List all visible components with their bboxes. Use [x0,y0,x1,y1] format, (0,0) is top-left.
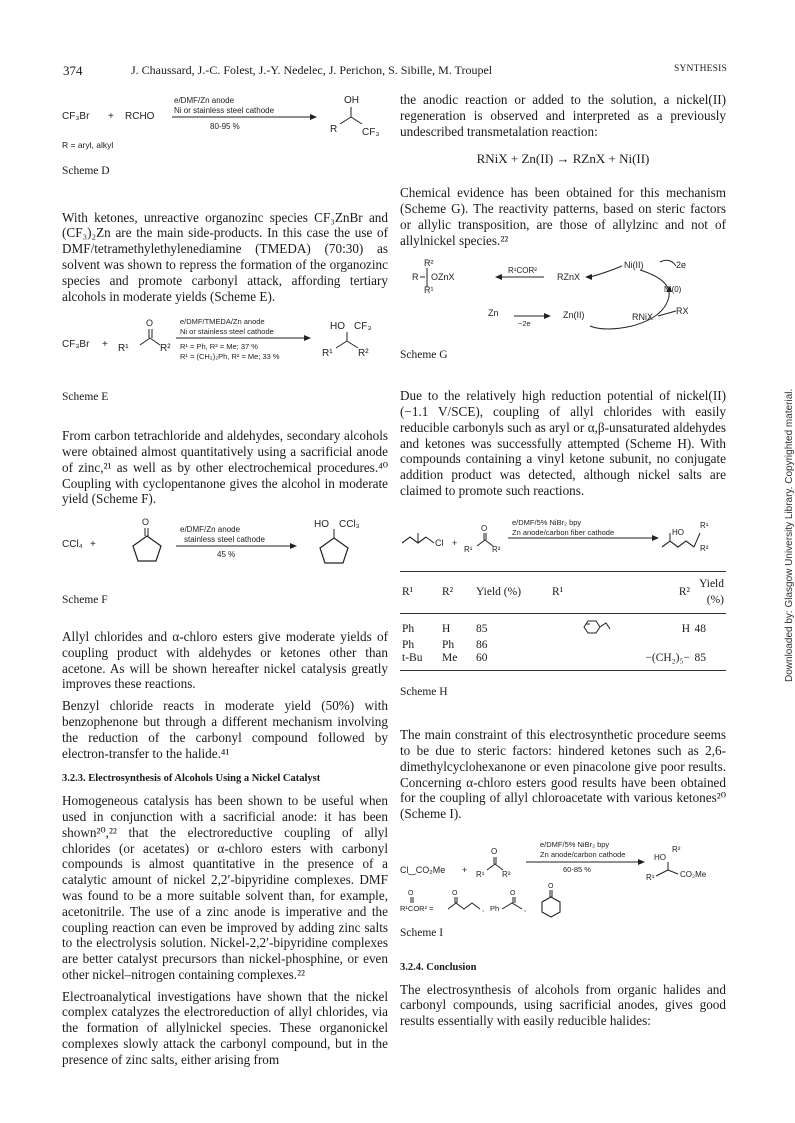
table-cell: 86 [476,639,488,652]
scheme-g-r1cor2: R¹COR² [508,266,537,276]
scheme-g-zn2: Zn(II) [563,310,585,321]
right-paragraph-5: The electrosynthesis of alcohols from organic halides and carbonyl compounds, using sacrificial anodes, gives good results essentially with easily reducible halides: [400,981,726,1029]
svg-text:HO: HO [330,321,345,333]
scheme-e-reactant: CF₃Br [62,339,90,351]
scheme-i [400,840,726,928]
table-row [400,614,726,640]
scheme-d-reactant1: CF₃Br [62,111,90,122]
table-cell: Ph [402,639,415,652]
table-cell: 85 [476,622,488,635]
scheme-e-cond4: R¹ = (CH₂)₂Ph, R² = Me; 33 % [180,352,280,362]
left-paragraph-1: With ketones, unreactive organozinc species CF₃ZnBr and (CF₃)₂Zn are the main side-products. In this case the use of DMF/tetramethylethylenediamine (TMEDA) (70:30) as solvent was shown to repress the formation of the organozinc species and promote carbonyl attack, affording tertiary alcohols in moderate yields (Scheme E). [62,209,388,304]
scheme-g-zn: Zn [488,308,499,319]
scheme-h-ho: HO [672,527,684,537]
svg-text:O: O [510,889,516,897]
svg-text:R¹: R¹ [700,520,709,530]
table-header: R² [440,571,474,614]
table-cell: H [681,622,690,635]
svg-text:O: O [548,882,554,890]
scheme-h-yield-table [400,571,726,672]
svg-text:R²: R² [502,869,511,879]
scheme-i-reactant: Cl‿CO₂Me [400,864,446,875]
svg-text:R²: R² [358,348,369,360]
scheme-g-label: Scheme G [400,349,448,362]
scheme-g-ni2: Ni(II) [624,260,644,271]
left-paragraph-2: From carbon tetrachloride and aldehydes, secondary alcohols were obtained almost quantitatively using a sacrificial anode of zinc,²¹ as well as by other electrochemical procedures.⁴⁰ Coupling with cyclopentanone gives the alcohol in moderate yield (Scheme F). [62,428,388,507]
right-column [400,92,726,1035]
running-authors: J. Chaussard, J.-C. Folest, J.-Y. Nedelec, J. Perichon, S. Sibille, M. Troupel [131,63,493,77]
table-cell: Ph [402,622,415,635]
scheme-h-cond1: e/DMF/5% NiBr₂ bpy [512,517,582,527]
scheme-f-yield: 45 % [217,550,236,560]
scheme-d-label: Scheme D [62,164,110,177]
svg-text:R²: R² [492,544,501,554]
table-cell: Ph [442,639,455,652]
left-paragraph-3: Allyl chlorides and α-chloro esters give moderate yields of coupling product with aldehydes or ketones other than acetone. As will be shown hereafter nickel catalysis greatly improves these reactions. [62,628,388,692]
table-cell [654,639,692,652]
scheme-d-plus: + [108,111,114,122]
right-paragraph-1: the anodic reaction or added to the solution, a nickel(II) regeneration is observed and interpreted as a previously undescribed transmetalation reaction: [400,92,726,139]
scheme-g-rznx: RZnX [557,272,581,283]
scheme-h-label: Scheme H [400,686,448,699]
table-cell: 60 [474,652,550,671]
scheme-h-plus: + [452,537,458,548]
svg-text:R¹: R¹ [322,348,333,360]
svg-text:OZnX: OZnX [431,272,455,283]
scheme-f-cond2: stainless steel cathode [184,535,265,545]
svg-text:R²: R² [700,543,709,553]
scheme-i-plus: + [462,864,468,875]
page-header [63,63,727,83]
svg-text:O: O [142,517,150,528]
table-cell [550,614,654,640]
scheme-d [62,92,388,142]
svg-text:R: R [330,124,338,135]
svg-text:CF₃: CF₃ [362,127,380,138]
table-row [400,652,726,671]
svg-text:O: O [408,889,414,897]
right-paragraph-3: Due to the relatively high reduction potential of nickel(II) (−1.1 V/SCE), coupling of allyl chlorides with easily reducible carbonyls such as aryl or α,β-unsaturated aldehydes and ketones was successfully attempted (Scheme H). With compounds containing a vinyl ketone subunit, no conjugate addition product was detected, although nickel salts are claimed to promote such reactions. [400,388,726,498]
scheme-i-cond1: e/DMF/5% NiBr₂ bpy [540,839,610,849]
scheme-g-r2: R² [424,258,434,269]
scheme-g-rx: RX [676,306,689,317]
svg-text:R²: R² [672,844,681,854]
scheme-e-label: Scheme E [62,391,109,404]
scheme-h-cond2: Zn anode/carbon fiber cathode [512,527,615,537]
left-paragraph-6: Electroanalytical investigations have shown that the nickel complex catalyzes the electroreduction of allyl chlorides, via the formation of allylnickel species. These organonickel complexes slowly attack the carbonyl compound, but in the presence of zinc salts, either arising from [62,988,388,1067]
table-header: R² [654,571,692,614]
page-number: 374 [63,63,83,78]
scheme-d-r-def: R = aryl, alkyl [62,140,114,150]
scheme-g [400,256,726,348]
svg-text:O: O [146,318,154,329]
svg-text:R¹: R¹ [476,869,485,879]
table-header-row [400,571,726,614]
download-notice-text: Downloaded by: Glasgow University Library. Copyrighted material. [784,388,795,682]
scheme-f-label: Scheme F [62,594,108,607]
table-header: Yield (%) [692,571,726,614]
scheme-f [62,513,388,583]
table-cell: −(CH₂)₅− [550,652,692,671]
table-cell: H [442,622,451,635]
scheme-g-minus2e: −2e [518,319,531,329]
scheme-i-yield: 60-85 % [563,864,591,874]
cyclopentanone-ring [133,536,161,561]
svg-text:CCl₃: CCl₃ [339,519,360,531]
scheme-e-cond1: e/DMF/TMEDA/Zn anode [180,317,265,327]
scheme-i-product-end: CO₂Me [680,869,707,879]
scheme-h [400,513,726,565]
svg-text:OH: OH [344,95,359,106]
scheme-e-cond2: Ni or stainless steel cathode [180,327,274,337]
left-paragraph-4: Benzyl chloride reacts in moderate yield (50%) with benzophenone but through a different mechanism involving the reduction of the carbonyl compound followed by electron-transfer to the halide.⁴¹ [62,698,388,761]
table-cell [692,639,726,652]
svg-text:R: R [412,272,419,283]
scheme-e-cond3: R¹ = Ph, R² = Me; 37 % [180,342,258,352]
svg-text:R¹: R¹ [646,872,655,882]
svg-text:CF₃: CF₃ [354,321,372,333]
table-header: R¹ [400,571,440,614]
scheme-i-ph: Ph [490,903,500,913]
svg-text:O: O [491,846,498,856]
table-cell: 48 [694,622,706,635]
section-heading-3-2-3: 3.2.3. Electrosynthesis of Alcohols Using a Nickel Catalyst [62,773,321,785]
svg-text:,: , [524,903,527,913]
scheme-g-r1: R¹ [424,285,434,296]
table-header: R¹ [550,571,654,614]
scheme-d-cond2: Ni or stainless steel cathode [174,106,275,115]
left-paragraph-5: Homogeneous catalysis has been shown to be useful when used in conjunction with a sacrificial anode: it has been shown²⁰,²² that the electroreductive coupling of allyl chlorides (or acetates) or α-chloro esters with carbonyl compounds is almost quantitative in the presence of a catalytic amount of nickel 2,2′-bipyridine complexes. DMF was found to be a more suitable solvent than, for example, acetonitrile. The use of a zinc anode is imperative and the coupling reaction can even be improved by adding zinc salts to the electrolysis solution. Nickel-2,2′-bipyridine complexes are better catalyst precursors than nickel-phosphine, or even other nickel–nitrogen containing complexes.²² [62,793,388,982]
vinyl-cyclohexenone-structure [580,619,614,635]
section-heading-3-2-4: 3.2.4. Conclusion [400,961,477,973]
table-cell: Me [440,652,474,671]
scheme-g-2e: 2e [676,260,687,271]
journal-name: SYNTHESIS [673,64,727,74]
table-row [400,639,726,652]
svg-text:R²: R² [160,343,171,355]
table-cell: t-Bu [400,652,440,671]
right-paragraph-2: Chemical evidence has been obtained for this mechanism (Scheme G). The reactivity patterns, based on steric factors or allylic transposition, are those of allylzinc and not of allylnickel species.²² [400,185,726,248]
transmetalation-equation: RNiX + Zn(II) → RZnX + Ni(II) [476,151,650,167]
svg-text:O: O [481,523,488,533]
table-cell: 85 [692,652,726,671]
scheme-e-plus: + [102,339,108,351]
svg-text:R¹: R¹ [464,544,473,554]
scheme-i-ho: HO [654,852,666,862]
table-cell [550,639,654,652]
scheme-i-def-prefix: R¹COR² = [400,903,434,913]
scheme-i-cond2: Zn anode/carbon cathode [540,849,626,859]
scheme-d-reactant2: RCHO [125,111,155,122]
scheme-f-cond1: e/DMF/Zn anode [180,525,241,535]
svg-text:HO: HO [314,519,329,531]
left-column [62,92,388,1074]
svg-text:O: O [452,889,458,897]
right-paragraph-4: The main constraint of this electrosynthetic procedure seems to be due to steric factors: hindered ketones such as 2,6-dimethylcyclohexanone or even pinacolone give poor results. Concerning α-chloro esters good results have been obtained for the coupling of allyl chloroacetate with various ketones²⁰ (Scheme I). [400,727,726,822]
scheme-d-cond1: e/DMF/Zn anode [174,96,235,105]
scheme-g-ni0: Ni(0) [664,285,682,295]
scheme-i-label: Scheme I [400,926,444,939]
scheme-f-reactant: CCl₄ [62,539,83,551]
scheme-d-yield: 80-95 % [210,122,240,131]
svg-text:,: , [482,903,485,913]
svg-text:R¹: R¹ [118,343,129,355]
scheme-h-cl: Cl [435,537,444,548]
scheme-e [62,314,388,380]
scheme-g-rnix: RNiX [632,312,654,323]
scheme-f-plus: + [90,539,96,551]
table-header: Yield (%) [474,571,550,614]
